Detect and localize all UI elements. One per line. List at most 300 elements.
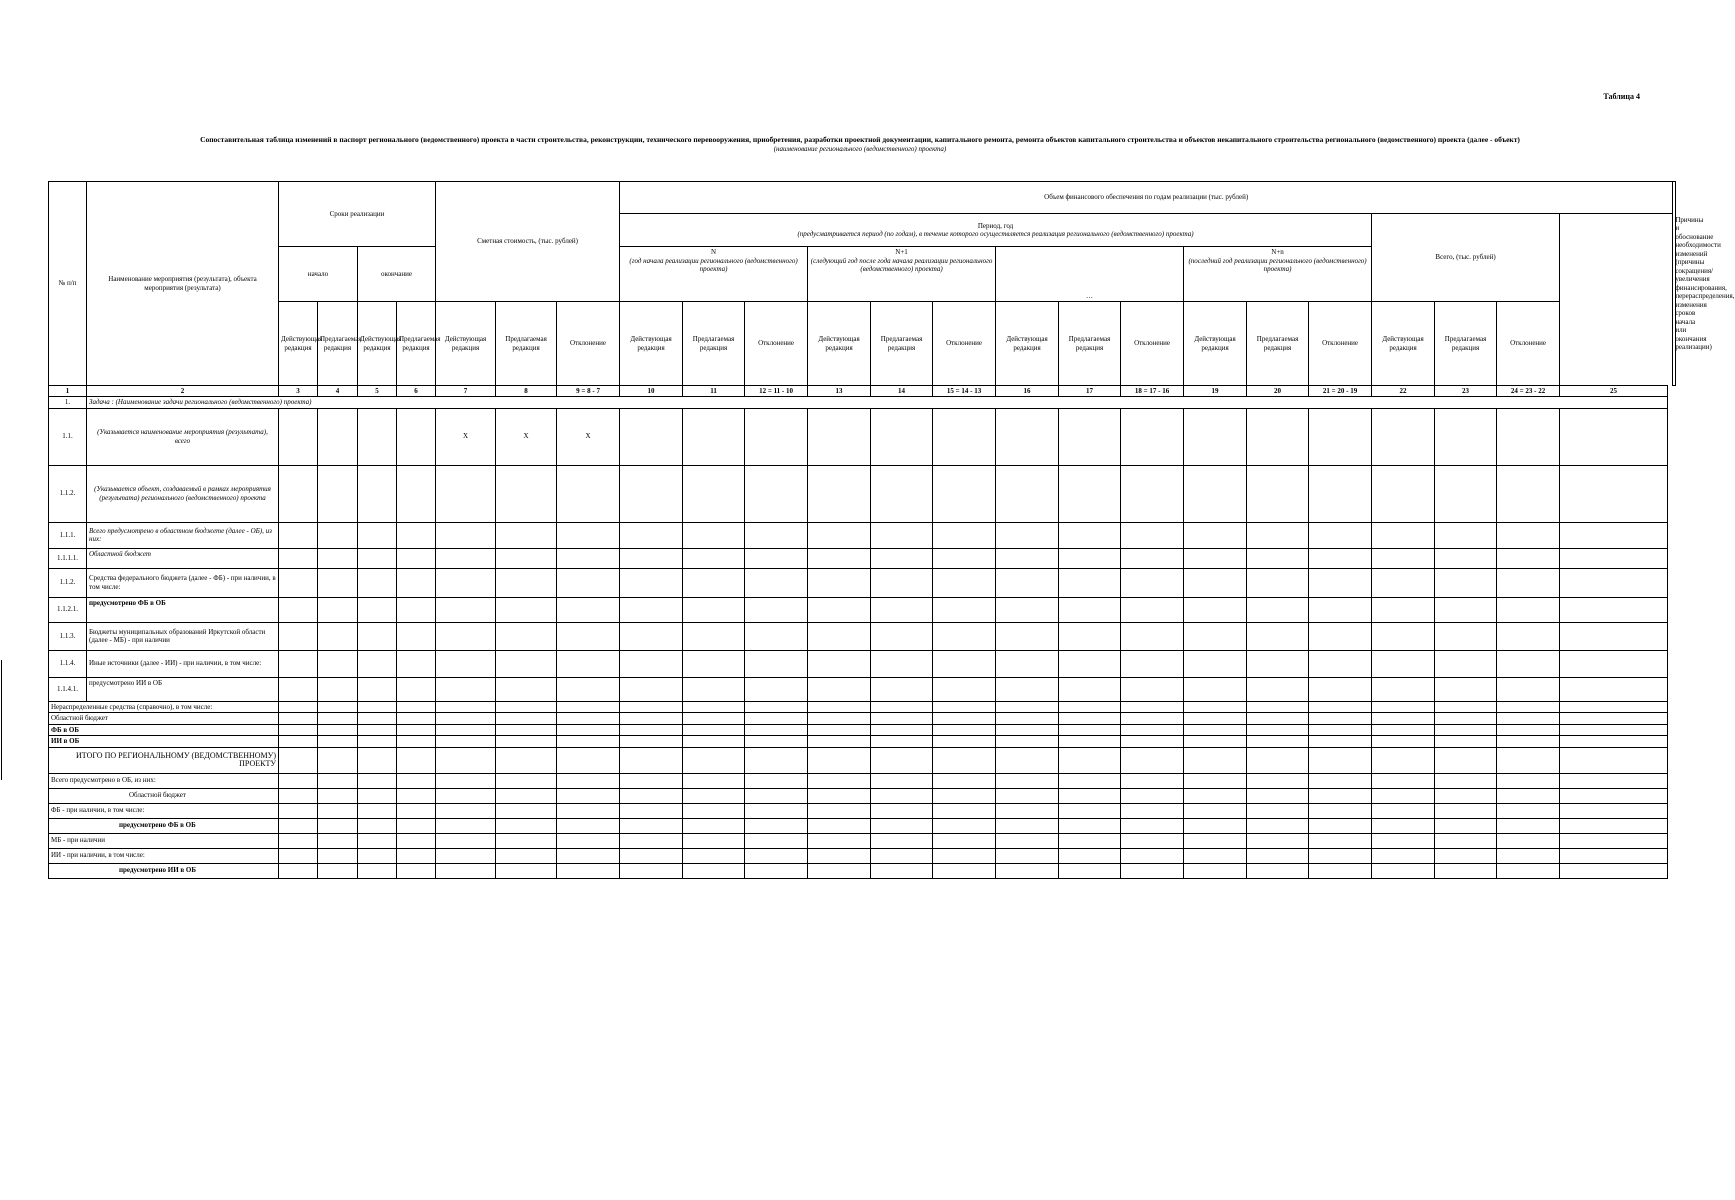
header-n-proposed: Предлагаемая редакция (683, 302, 745, 386)
cell (808, 465, 871, 522)
cell (1497, 622, 1560, 650)
cell (745, 747, 808, 773)
cell (1560, 803, 1668, 818)
cell (871, 677, 933, 701)
cell (279, 677, 318, 701)
cell (871, 465, 933, 522)
cell (397, 724, 436, 736)
cell (620, 773, 683, 788)
header-num: № п/п (49, 182, 87, 386)
cell (1247, 803, 1309, 818)
cell (496, 788, 557, 803)
cell (1121, 803, 1184, 818)
cell (1247, 568, 1309, 597)
col-number: 7 (436, 386, 496, 397)
total-sub-row (49, 818, 1676, 833)
cell (808, 713, 871, 725)
cell (1435, 622, 1497, 650)
cell (1372, 863, 1435, 878)
cell (1059, 773, 1121, 788)
cell (1309, 736, 1372, 748)
cell (620, 548, 683, 568)
header-terms: Сроки реализации (279, 182, 436, 247)
cell (1309, 833, 1372, 848)
col-number: 3 (279, 386, 318, 397)
cell (745, 773, 808, 788)
row-num: 1.1. (49, 408, 87, 465)
cell (1309, 803, 1372, 818)
cell (620, 833, 683, 848)
cell (318, 701, 358, 713)
col-number: 23 (1435, 386, 1497, 397)
cell (871, 597, 933, 622)
cell (1497, 747, 1560, 773)
cell (1247, 713, 1309, 725)
table-row (49, 548, 1676, 568)
cell (1309, 568, 1372, 597)
cell (557, 622, 620, 650)
cell (1497, 701, 1560, 713)
cell (1121, 677, 1184, 701)
cell (683, 863, 745, 878)
cell (996, 713, 1059, 725)
cell (1435, 747, 1497, 773)
cell (1372, 677, 1435, 701)
cell (1372, 788, 1435, 803)
cell (1435, 568, 1497, 597)
cell (397, 747, 436, 773)
cell (808, 568, 871, 597)
summary-label: Областной бюджет (49, 713, 279, 725)
cell (1059, 803, 1121, 818)
cell (1309, 408, 1372, 465)
total-sub-label: ИИ - при наличии, в том числе: (49, 848, 279, 863)
header-period (620, 214, 1372, 247)
header-estimated-cost: Сметная стоимость, (тыс. рублей) (436, 182, 620, 302)
cell (1121, 773, 1184, 788)
row-label: Всего предусмотрено в областном бюджете (далее - ОБ), из них: (87, 522, 279, 548)
cell (933, 408, 996, 465)
page-edge-line (1, 660, 2, 780)
cell (1497, 863, 1560, 878)
header-year-ellipsis: … (996, 247, 1184, 302)
summary-row (49, 713, 1676, 725)
cell (557, 713, 620, 725)
table-number-label: Таблица 4 (1603, 92, 1640, 101)
cell (620, 701, 683, 713)
header-total: Всего, (тыс. рублей) (1372, 214, 1560, 302)
cell (1435, 548, 1497, 568)
cell (745, 701, 808, 713)
cell (871, 568, 933, 597)
cell (318, 622, 358, 650)
cell (1372, 650, 1435, 677)
cell (933, 736, 996, 748)
cell (496, 622, 557, 650)
cell (808, 736, 871, 748)
cell (436, 803, 496, 818)
comparison-table (48, 181, 1735, 879)
cell (996, 863, 1059, 878)
table-row (49, 650, 1676, 677)
cell (683, 747, 745, 773)
cell-mark: X (436, 408, 496, 465)
total-sub-label: Областной бюджет (49, 788, 279, 803)
cell (1309, 863, 1372, 878)
cell (1372, 818, 1435, 833)
cell (683, 548, 745, 568)
cell (1560, 650, 1668, 677)
cell (279, 803, 318, 818)
col-number: 16 (996, 386, 1059, 397)
cell (1560, 522, 1668, 548)
row-num: 1.1.4.1. (49, 677, 87, 701)
cell (318, 803, 358, 818)
cell (1059, 736, 1121, 748)
cell (1121, 622, 1184, 650)
cell (436, 833, 496, 848)
col-number: 5 (358, 386, 397, 397)
cell (620, 848, 683, 863)
cell (620, 650, 683, 677)
cell (1059, 622, 1121, 650)
summary-row (49, 701, 1676, 713)
cell (1247, 465, 1309, 522)
cell (1247, 747, 1309, 773)
header-year-n-label: N (711, 248, 717, 256)
cell (1121, 724, 1184, 736)
cell (1121, 747, 1184, 773)
cell (808, 863, 871, 878)
cell (496, 522, 557, 548)
cell (496, 818, 557, 833)
cell (1121, 788, 1184, 803)
cell (436, 548, 496, 568)
cell (1435, 848, 1497, 863)
cell (620, 597, 683, 622)
cell (1435, 736, 1497, 748)
cell (933, 465, 996, 522)
cell (496, 833, 557, 848)
cell (683, 713, 745, 725)
cell (871, 408, 933, 465)
cell (745, 724, 808, 736)
task-num: 1. (49, 397, 87, 409)
cell (1497, 548, 1560, 568)
cell (1372, 833, 1435, 848)
cell (871, 650, 933, 677)
cell (871, 848, 933, 863)
col-number: 4 (318, 386, 358, 397)
cell (745, 597, 808, 622)
row-num: 1.1.4. (49, 650, 87, 677)
cell (1184, 736, 1247, 748)
cell (279, 788, 318, 803)
cell (436, 622, 496, 650)
cell (279, 818, 318, 833)
cell (683, 408, 745, 465)
cell (279, 622, 318, 650)
cell (1497, 650, 1560, 677)
cell (557, 650, 620, 677)
row-label: Средства федерального бюджета (далее - ФБ) - при наличии, в том числе: (87, 568, 279, 597)
cell (1184, 622, 1247, 650)
cell (1560, 701, 1668, 713)
cell (318, 747, 358, 773)
cell (808, 650, 871, 677)
cell (871, 773, 933, 788)
cell (397, 863, 436, 878)
cell (745, 788, 808, 803)
cell (1309, 465, 1372, 522)
cell (397, 568, 436, 597)
cell (496, 863, 557, 878)
cell (1309, 773, 1372, 788)
cell (1560, 833, 1668, 848)
header-year-n1 (808, 247, 996, 302)
table-row (49, 597, 1676, 622)
cell (318, 465, 358, 522)
cell (683, 788, 745, 803)
cell (1184, 465, 1247, 522)
cell (1435, 833, 1497, 848)
cell (808, 548, 871, 568)
cell (358, 833, 397, 848)
total-sub-row (49, 863, 1676, 878)
cell (318, 773, 358, 788)
cell (745, 833, 808, 848)
cell (933, 833, 996, 848)
cell (496, 747, 557, 773)
cell (745, 803, 808, 818)
cell (871, 701, 933, 713)
header-n1-deviation: Отклонение (933, 302, 996, 386)
cell (1247, 522, 1309, 548)
cell (808, 622, 871, 650)
cell (358, 863, 397, 878)
col-number: 15 = 14 - 13 (933, 386, 996, 397)
cell (1309, 701, 1372, 713)
header-year-nn-label: N+n (1271, 248, 1284, 256)
cell (358, 788, 397, 803)
cell (279, 747, 318, 773)
cell (1184, 818, 1247, 833)
cell (1059, 568, 1121, 597)
cell (358, 701, 397, 713)
header-total-proposed: Предлагаемая редакция (1435, 302, 1497, 386)
header-nn-proposed: Предлагаемая редакция (1247, 302, 1309, 386)
col-number: 24 = 23 - 22 (1497, 386, 1560, 397)
header-start-proposed: Предлагаемая редакция (318, 302, 358, 386)
row-label: Областной бюджет (87, 548, 279, 568)
cell (996, 788, 1059, 803)
cell (996, 548, 1059, 568)
cell (557, 863, 620, 878)
col-number: 2 (87, 386, 279, 397)
cell (1121, 408, 1184, 465)
cell (996, 597, 1059, 622)
cell (557, 848, 620, 863)
cell (496, 724, 557, 736)
col-number: 25 (1560, 386, 1668, 397)
cell (1435, 713, 1497, 725)
cell (397, 713, 436, 725)
row-num: 1.1.2.1. (49, 597, 87, 622)
cell (436, 863, 496, 878)
cell (1497, 724, 1560, 736)
col-number: 12 = 11 - 10 (745, 386, 808, 397)
cell (808, 677, 871, 701)
col-number: 22 (1372, 386, 1435, 397)
cell (279, 773, 318, 788)
summary-label: Нераспределенные средства (справочно), в том числе: (49, 701, 279, 713)
cell (996, 677, 1059, 701)
header-financing: Объем финансового обеспечения по годам реализации (тыс. рублей) (620, 182, 1673, 214)
cell (1497, 465, 1560, 522)
cell (620, 522, 683, 548)
cell (318, 597, 358, 622)
header-year-nn (1184, 247, 1372, 302)
cell (683, 650, 745, 677)
cell (683, 677, 745, 701)
cell (1372, 522, 1435, 548)
cell (996, 701, 1059, 713)
col-number: 6 (397, 386, 436, 397)
cell (358, 568, 397, 597)
cell (1560, 465, 1668, 522)
cell (871, 724, 933, 736)
cell (1560, 677, 1668, 701)
cell (279, 548, 318, 568)
cell (397, 736, 436, 748)
cell-mark: X (496, 408, 557, 465)
cell (1497, 736, 1560, 748)
cell (436, 650, 496, 677)
cell (557, 522, 620, 548)
cell (933, 522, 996, 548)
cell (1372, 803, 1435, 818)
cell (1435, 818, 1497, 833)
cell (620, 788, 683, 803)
cell (1184, 597, 1247, 622)
cell (1497, 713, 1560, 725)
cell (436, 568, 496, 597)
cell (745, 863, 808, 878)
cell (1309, 677, 1372, 701)
cell (745, 848, 808, 863)
cell (683, 522, 745, 548)
cell (683, 736, 745, 748)
cell (1372, 465, 1435, 522)
header-start-current: Действующая редакция (279, 302, 318, 386)
cell (1372, 713, 1435, 725)
header-ellipsis-current: Действующая редакция (996, 302, 1059, 386)
header-end-current: Действующая редакция (358, 302, 397, 386)
table-row (49, 622, 1676, 650)
cell (436, 677, 496, 701)
cell (397, 408, 436, 465)
cell (1560, 568, 1668, 597)
cell (933, 701, 996, 713)
document-subtitle: (наименование регионального (ведомственного) проекта) (773, 145, 947, 153)
document-title: Сопоставительная таблица изменений в паспорт регионального (ведомственного) проекта в части строительства, реконструкции, технического перевооружения, приобретения, разработки проектной документации, капитального ремонта, ремонта объектов капитального строительства и объектов некапитального строительства регионального (ведомственного) проекта (далее - объект) (200, 135, 1520, 144)
cell (1309, 848, 1372, 863)
task-row (49, 397, 1676, 409)
total-sub-label: Всего предусмотрено в ОБ, из них: (49, 773, 279, 788)
cell (871, 522, 933, 548)
cell (557, 736, 620, 748)
cell (1497, 848, 1560, 863)
cell (1372, 701, 1435, 713)
cell (996, 622, 1059, 650)
cell (1435, 863, 1497, 878)
cell (933, 650, 996, 677)
cell (745, 650, 808, 677)
cell (397, 548, 436, 568)
header-name: Наименование мероприятия (результата), объекта мероприятия (результата) (87, 182, 279, 386)
total-sub-label: ФБ - при наличии, в том числе: (49, 803, 279, 818)
cell (745, 548, 808, 568)
cell (620, 863, 683, 878)
row-label: (Указывается объект, создаваемый в рамках мероприятия (результата) регионального (ведомственного) проекта (87, 465, 279, 522)
cell (1560, 597, 1668, 622)
cell (436, 736, 496, 748)
cell (996, 522, 1059, 548)
cell (808, 408, 871, 465)
cell (620, 677, 683, 701)
cell (745, 568, 808, 597)
cell (1560, 788, 1668, 803)
total-label: ИТОГО ПО РЕГИОНАЛЬНОМУ (ВЕДОМСТВЕННОМУ) ПРОЕКТУ (49, 747, 279, 773)
cell (1435, 677, 1497, 701)
cell (1059, 724, 1121, 736)
header-total-current: Действующая редакция (1372, 302, 1435, 386)
cell (1309, 713, 1372, 725)
cell (557, 701, 620, 713)
cell (1372, 568, 1435, 597)
table-row (49, 408, 1676, 465)
cell (436, 773, 496, 788)
cell (1059, 863, 1121, 878)
cell (1059, 650, 1121, 677)
total-row (49, 747, 1676, 773)
cell (1059, 747, 1121, 773)
cell (279, 522, 318, 548)
cell (996, 818, 1059, 833)
header-ellipsis-proposed: Предлагаемая редакция (1059, 302, 1121, 386)
cell (1372, 773, 1435, 788)
cell (1184, 713, 1247, 725)
cell (871, 833, 933, 848)
cell-mark: X (557, 408, 620, 465)
cell (1184, 408, 1247, 465)
cell (933, 677, 996, 701)
cell (397, 622, 436, 650)
cell (1560, 773, 1668, 788)
column-number-row (49, 386, 1676, 397)
cell (1059, 597, 1121, 622)
cell (1121, 568, 1184, 597)
cell (1435, 701, 1497, 713)
cell (496, 568, 557, 597)
cell (1309, 522, 1372, 548)
cell (1247, 622, 1309, 650)
cell (397, 522, 436, 548)
cell (279, 713, 318, 725)
cell (996, 724, 1059, 736)
cell (397, 465, 436, 522)
table-row (49, 522, 1676, 548)
